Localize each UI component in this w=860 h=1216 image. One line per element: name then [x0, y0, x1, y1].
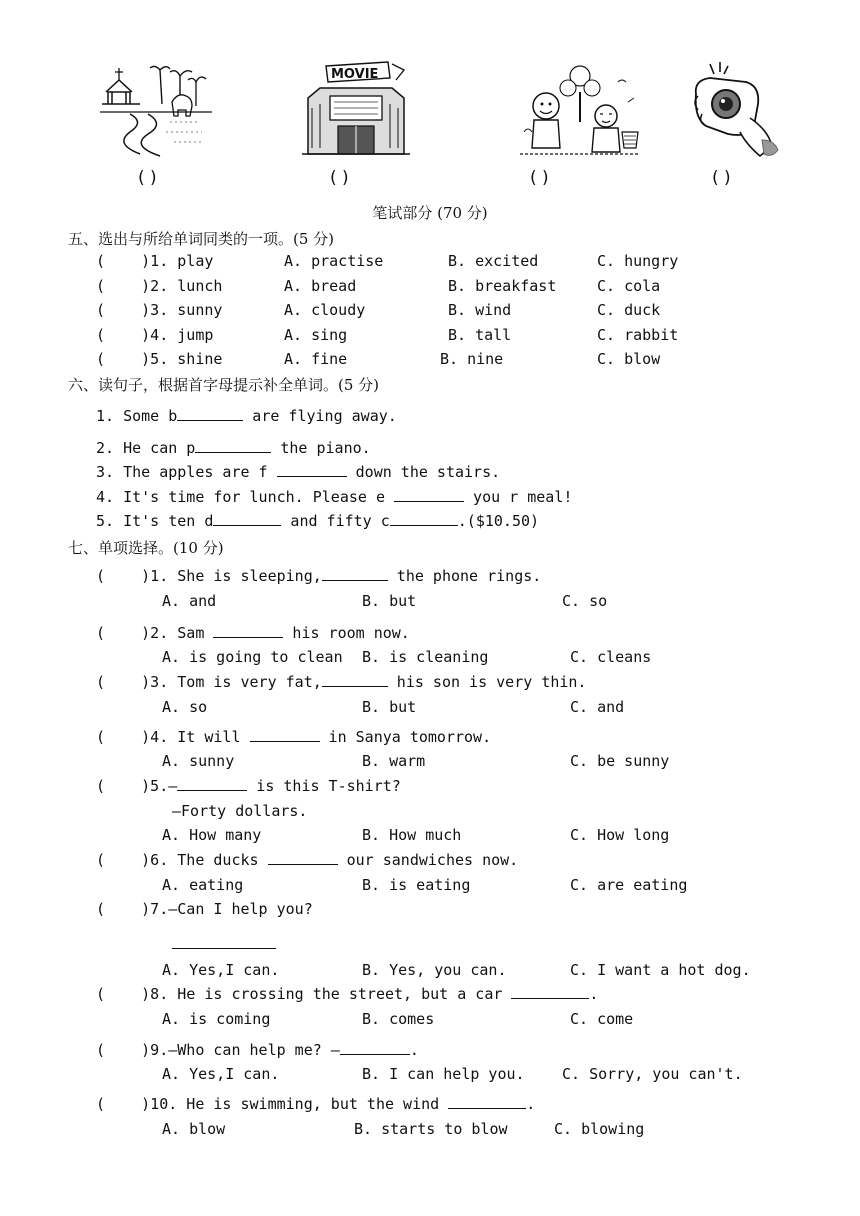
s5-q3-option-a[interactable]: A. cloudy [284, 301, 366, 319]
s6-s2-blank[interactable] [195, 440, 271, 453]
s7-q3-part2: his son is very thin. [387, 673, 587, 691]
s5-q4-option-b[interactable]: B. tall [448, 326, 512, 344]
s5-q2-option-a[interactable]: A. bread [284, 277, 357, 295]
s5-q5-stem[interactable]: ( )5. shine [96, 350, 223, 368]
s7-q6-part2: our sandwiches now. [337, 851, 519, 869]
s5-q3-stem[interactable]: ( )3. sunny [96, 301, 223, 319]
s7-q10-option-a[interactable]: A. blow [162, 1120, 226, 1138]
s7-q9-option-c[interactable]: C. Sorry, you can't. [562, 1065, 743, 1083]
s7-q5-part1: ( )5.— [96, 777, 178, 795]
s6-sentence-4 [96, 488, 572, 506]
s5-q4-option-a[interactable]: A. sing [284, 326, 348, 344]
s6-s4-part2: you r meal! [464, 488, 573, 506]
s7-q7-answer-line[interactable] [172, 948, 276, 949]
park-scene-icon [100, 62, 215, 157]
s7-q10-stem [96, 1095, 535, 1113]
s5-q3-option-c[interactable]: C. duck [597, 301, 661, 319]
s7-q8-option-b[interactable]: B. comes [362, 1010, 435, 1028]
s7-q8-part2: . [589, 985, 599, 1003]
s7-q2-part1: ( )2. Sam [96, 624, 214, 642]
s7-q3-option-c[interactable]: C. and [570, 698, 625, 716]
s7-q8-part1: ( )8. He is crossing the street, but a car [96, 985, 512, 1003]
s7-q6-option-b[interactable]: B. is eating [362, 876, 471, 894]
s6-s5-blank-1[interactable] [213, 513, 281, 526]
s5-q1-stem[interactable]: ( )1. play [96, 252, 214, 270]
s6-s5-part2: and fifty c [281, 512, 390, 530]
s7-q5-reply: —Forty dollars. [172, 802, 308, 820]
s7-q9-blank[interactable] [340, 1042, 410, 1055]
s6-s5-part3: .($10.50) [457, 512, 540, 530]
s7-q10-blank[interactable] [448, 1096, 526, 1109]
s7-q10-option-c[interactable]: C. blowing [554, 1120, 645, 1138]
svg-text:MOVIE: MOVIE [331, 67, 379, 82]
s7-q8-option-a[interactable]: A. is coming [162, 1010, 271, 1028]
s7-q10-option-b[interactable]: B. starts to blow [354, 1120, 508, 1138]
picture-4-answer-paren[interactable]: ( ) [712, 168, 731, 188]
s6-s5-blank-2[interactable] [390, 513, 458, 526]
s7-q5-part2: is this T-shirt? [247, 777, 401, 795]
s7-q8-blank[interactable] [511, 986, 589, 999]
s6-s3-part2: down the stairs. [346, 463, 501, 481]
s7-q3-part1: ( )3. Tom is very fat, [96, 673, 322, 691]
picture-2-answer-paren[interactable]: ( ) [330, 168, 349, 188]
s7-q3-option-b[interactable]: B. but [362, 698, 417, 716]
section-7-heading: 七、单项选择。(10 分) [68, 539, 224, 557]
s5-q3-option-b[interactable]: B. wind [448, 301, 512, 319]
s7-q6-option-a[interactable]: A. eating [162, 876, 244, 894]
s6-s3-blank[interactable] [277, 464, 347, 477]
s7-q9-option-b[interactable]: B. I can help you. [362, 1065, 525, 1083]
s5-q5-option-c[interactable]: C. blow [597, 350, 661, 368]
s7-q1-option-c[interactable]: C. so [562, 592, 608, 610]
s7-q7-option-c[interactable]: C. I want a hot dog. [570, 961, 751, 979]
s6-s2-part1: 2. He can p [96, 439, 196, 457]
s7-q4-blank[interactable] [250, 729, 320, 742]
s7-q6-option-c[interactable]: C. are eating [570, 876, 688, 894]
s7-q6-blank[interactable] [268, 852, 338, 865]
section-5-heading: 五、选出与所给单词同类的一项。(5 分) [68, 230, 335, 248]
s7-q1-stem [96, 567, 541, 585]
s7-q2-option-b[interactable]: B. is cleaning [362, 648, 489, 666]
picture-1-answer-paren[interactable]: ( ) [138, 168, 157, 188]
s7-q4-option-a[interactable]: A. sunny [162, 752, 235, 770]
s7-q10-part2: . [526, 1095, 536, 1113]
s6-sentence-3 [96, 463, 500, 481]
s6-s1-part2: are flying away. [243, 407, 397, 425]
s5-q1-option-a[interactable]: A. practise [284, 252, 384, 270]
s7-q5-stem [96, 777, 401, 795]
s5-q2-option-b[interactable]: B. breakfast [448, 277, 557, 295]
s7-q2-blank[interactable] [213, 625, 283, 638]
section-6-heading: 六、读句子，根据首字母提示补全单词。(5 分) [68, 376, 380, 394]
s7-q10-part1: ( )10. He is swimming, but the wind [96, 1095, 449, 1113]
s7-q6-part1: ( )6. The ducks [96, 851, 268, 869]
picnic-scene-icon [518, 62, 643, 160]
s7-q2-option-a[interactable]: A. is going to clean [162, 648, 343, 666]
s7-q1-option-a[interactable]: A. and [162, 592, 217, 610]
s7-q1-blank[interactable] [322, 568, 388, 581]
s7-q5-option-a[interactable]: A. How many [162, 826, 262, 844]
s7-q5-option-c[interactable]: C. How long [570, 826, 670, 844]
s7-q7-stem: ( )7.—Can I help you? [96, 900, 313, 918]
s6-s2-part2: the piano. [271, 439, 371, 457]
s7-q4-part2: in Sanya tomorrow. [319, 728, 492, 746]
s6-s4-part1: 4. It's time for lunch. Please e [96, 488, 395, 506]
s7-q6-stem [96, 851, 518, 869]
s7-q9-option-a[interactable]: A. Yes,I can. [162, 1065, 280, 1083]
s7-q5-blank[interactable] [177, 778, 247, 791]
s7-q2-stem [96, 624, 410, 642]
s7-q4-option-b[interactable]: B. warm [362, 752, 426, 770]
s5-q4-option-c[interactable]: C. rabbit [597, 326, 679, 344]
s5-q5-option-a[interactable]: A. fine [284, 350, 348, 368]
s6-s3-part1: 3. The apples are f [96, 463, 277, 481]
s7-q2-option-c[interactable]: C. cleans [570, 648, 652, 666]
s7-q1-part2: the phone rings. [387, 567, 542, 585]
s7-q7-option-b[interactable]: B. Yes, you can. [362, 961, 507, 979]
s7-q4-part1: ( )4. It will [96, 728, 250, 746]
s7-q9-stem [96, 1041, 419, 1059]
s5-q1-option-b[interactable]: B. excited [448, 252, 539, 270]
s5-q1-option-c[interactable]: C. hungry [597, 252, 679, 270]
s7-q3-blank[interactable] [322, 674, 388, 687]
s7-q9-part1: ( )9.—Who can help me? — [96, 1041, 340, 1059]
s5-q4-stem[interactable]: ( )4. jump [96, 326, 214, 344]
s6-s4-blank[interactable] [394, 489, 464, 502]
s7-q3-stem [96, 673, 586, 691]
picture-3-answer-paren[interactable]: ( ) [530, 168, 549, 188]
s7-q1-part1: ( )1. She is sleeping, [96, 567, 322, 585]
s7-q8-option-c[interactable]: C. come [570, 1010, 634, 1028]
s6-sentence-1 [96, 407, 397, 425]
s7-q4-stem [96, 728, 491, 746]
s7-q1-option-b[interactable]: B. but [362, 592, 417, 610]
camera-hand-icon [688, 60, 783, 160]
s6-s5-part1: 5. It's ten d [96, 512, 214, 530]
s7-q5-option-b[interactable]: B. How much [362, 826, 462, 844]
written-part-title: 笔试部分 (70 分) [372, 204, 488, 222]
s6-sentence-5 [96, 512, 539, 530]
s7-q3-option-a[interactable]: A. so [162, 698, 208, 716]
s6-sentence-2 [96, 439, 371, 457]
s7-q9-part2: . [409, 1041, 419, 1059]
s5-q5-option-b[interactable]: B. nine [440, 350, 504, 368]
s7-q2-part2: his room now. [283, 624, 410, 642]
s6-s1-blank[interactable] [177, 408, 243, 421]
s6-s1-part1: 1. Some b [96, 407, 178, 425]
movie-theater-icon [300, 58, 412, 160]
s7-q7-option-a[interactable]: A. Yes,I can. [162, 961, 280, 979]
s7-q8-stem [96, 985, 598, 1003]
s5-q2-option-c[interactable]: C. cola [597, 277, 661, 295]
s5-q2-stem[interactable]: ( )2. lunch [96, 277, 223, 295]
s7-q4-option-c[interactable]: C. be sunny [570, 752, 670, 770]
